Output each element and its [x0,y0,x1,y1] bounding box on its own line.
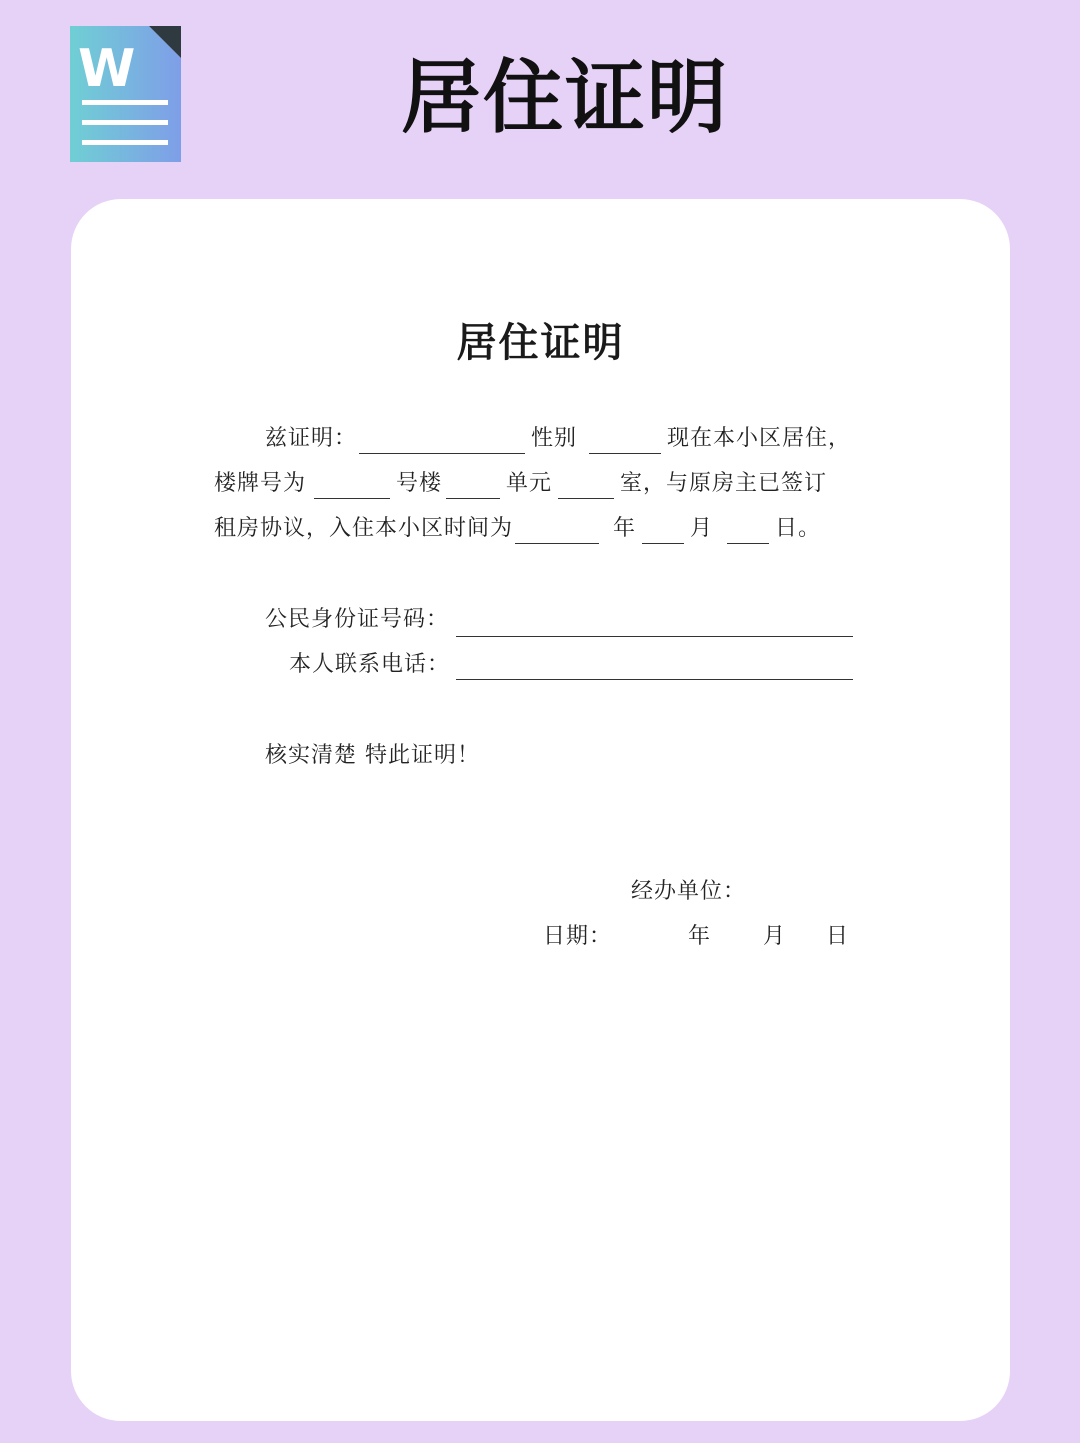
date-year: 年 [688,924,712,949]
year-blank[interactable] [515,517,599,544]
document-paper [71,199,1010,1421]
building-label: 号楼 [396,471,443,496]
id-number-label: 公民身份证号码： [265,607,450,632]
building-blank[interactable] [314,472,390,499]
verify-text: 核实清楚 特此证明！ [265,743,480,768]
date-month: 月 [763,924,787,949]
word-document-icon [70,26,181,162]
id-number-field[interactable] [456,635,853,637]
month-blank[interactable] [642,517,684,544]
room-blank[interactable] [558,472,614,499]
unit-blank[interactable] [446,472,500,499]
month-label: 月 [690,516,714,541]
date-line [543,922,849,952]
plate-prefix: 楼牌号为 [214,471,307,496]
phone-label: 本人联系电话： [289,652,451,677]
day-blank[interactable] [727,517,769,544]
gender-blank[interactable] [589,427,661,454]
year-label: 年 [613,516,637,541]
lease-prefix: 租房协议，入住本小区时间为 [214,516,514,541]
paragraph-line-1 [265,424,851,454]
date-label: 日期： [543,924,613,949]
svg-text:W: W [78,39,136,99]
date-day: 日 [826,924,850,949]
day-label: 日。 [775,516,822,541]
certify-prefix: 兹证明： [265,426,358,451]
handling-unit-label: 经办单位： [631,879,747,904]
gender-label: 性别 [531,426,578,451]
room-text: 室，与原房主已签订 [620,471,828,496]
header-title: 居住证明 [401,51,729,144]
residence-text: 现在本小区居住， [667,426,852,451]
document-title: 居住证明 [456,319,625,366]
unit-label: 单元 [506,471,553,496]
phone-field[interactable] [456,678,853,680]
paragraph-line-3 [214,514,821,544]
paragraph-line-2 [214,469,827,499]
name-blank[interactable] [359,427,525,454]
